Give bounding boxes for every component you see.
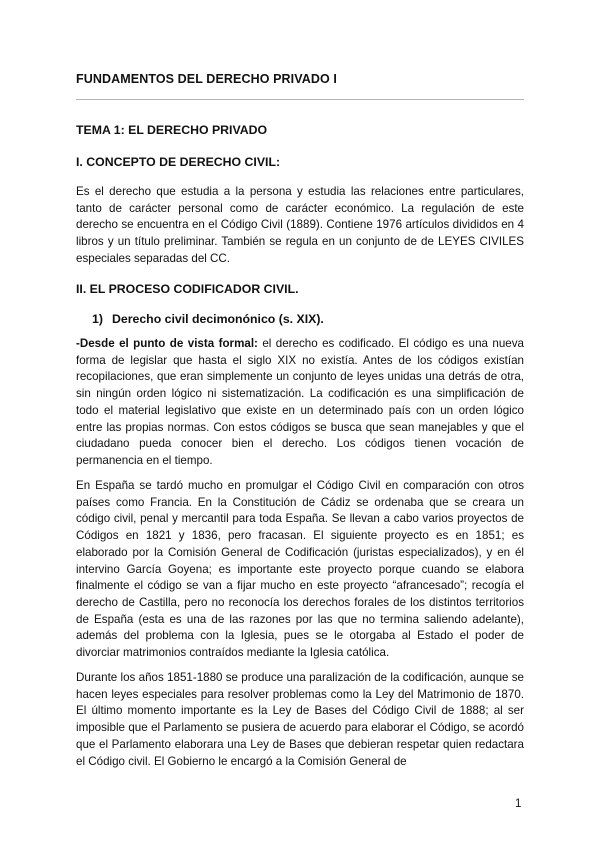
document-title: FUNDAMENTOS DEL DERECHO PRIVADO I [76,72,337,86]
paragraph-formal [76,336,524,470]
subsection-heading [92,312,324,326]
paragraph-formal-lead: -Desde el punto de vista formal: [76,337,258,350]
section-1-heading: I. CONCEPTO DE DERECHO CIVIL: [76,155,281,169]
tema-heading: TEMA 1: EL DERECHO PRIVADO [76,123,268,137]
paragraph-formal-body: el derecho es codificado. El código es una nueva forma de legislar que hasta el siglo XIX no existía. Antes de los códigos existían recopilaciones, que eran simplemente un conjunto de leyes unidas una detrás de otra, sin ningún orden lógico ni sistematización. La codificación es una simplificación de todo el material legislativo que existe en un determinado país con un orden lógico entre las propias normas. Con estos códigos se busca que sean manejables y que el ciudadano pueda conocer bien el derecho. Los códigos tienen vocación de permanencia en el tiempo. [76,337,524,467]
section-1-paragraph: Es el derecho que estudia a la persona y estudia las relaciones entre particulares, tanto de carácter personal como de carácter económico. La regulación de este derecho se encuentra en el Código Civil (1889). Contiene 1976 artículos divididos en 4 libros y un título preliminar. También se regula en un conjunto de de LEYES CIVILES especiales separadas del CC. [76,185,524,265]
section-2-heading: II. EL PROCESO CODIFICADOR CIVIL. [76,282,299,296]
title-divider [76,99,524,100]
page-number: 1 [515,798,522,810]
paragraph-paralysis: Durante los años 1851-1880 se produce una paralización de la codificación, aunque se hacen leyes especiales para resolver problemas como la Ley del Matrimonio de 1870. El último momento importante es la Ley de Bases del Código Civil de 1888; al ser imposible que el Parlamento se pusiera de acuerdo para elaborar el Código, se acordó que el Parlamento elaborara una Ley de Bases que debieran respetar quien redactara el Código civil. El Gobierno le encargó a la Comisión General de [76,671,524,768]
subsection-number: 1) [92,312,103,326]
paragraph-spain: En España se tardó mucho en promulgar el Código Civil en comparación con otros países como Francia. En la Constitución de Cádiz se ordenaba que se creara un código civil, penal y mercantil para toda España. Se llevan a cabo varios proyectos de Códigos en 1821 y 1836, pero fracasan. El siguiente proyecto es en 1851; es elaborado por la Comisión General de Codificación (juristas especializados), y en él intervino García Goyena; es importante este proyecto porque cuando se elabora finalmente el código se van a fijar mucho en este proyecto “afrancesado”; recogía el derecho de Castilla, pero no reconocía los derechos forales de los distintos territorios de España (esta es una de las razones por las que no termina saliendo adelante), además del problema con la Iglesia, pues se le otorgaba al Estado el poder de divorciar matrimonios contraídos mediante la Iglesia católica. [76,479,524,660]
subsection-title: Derecho civil decimonónico (s. XIX). [112,312,324,326]
